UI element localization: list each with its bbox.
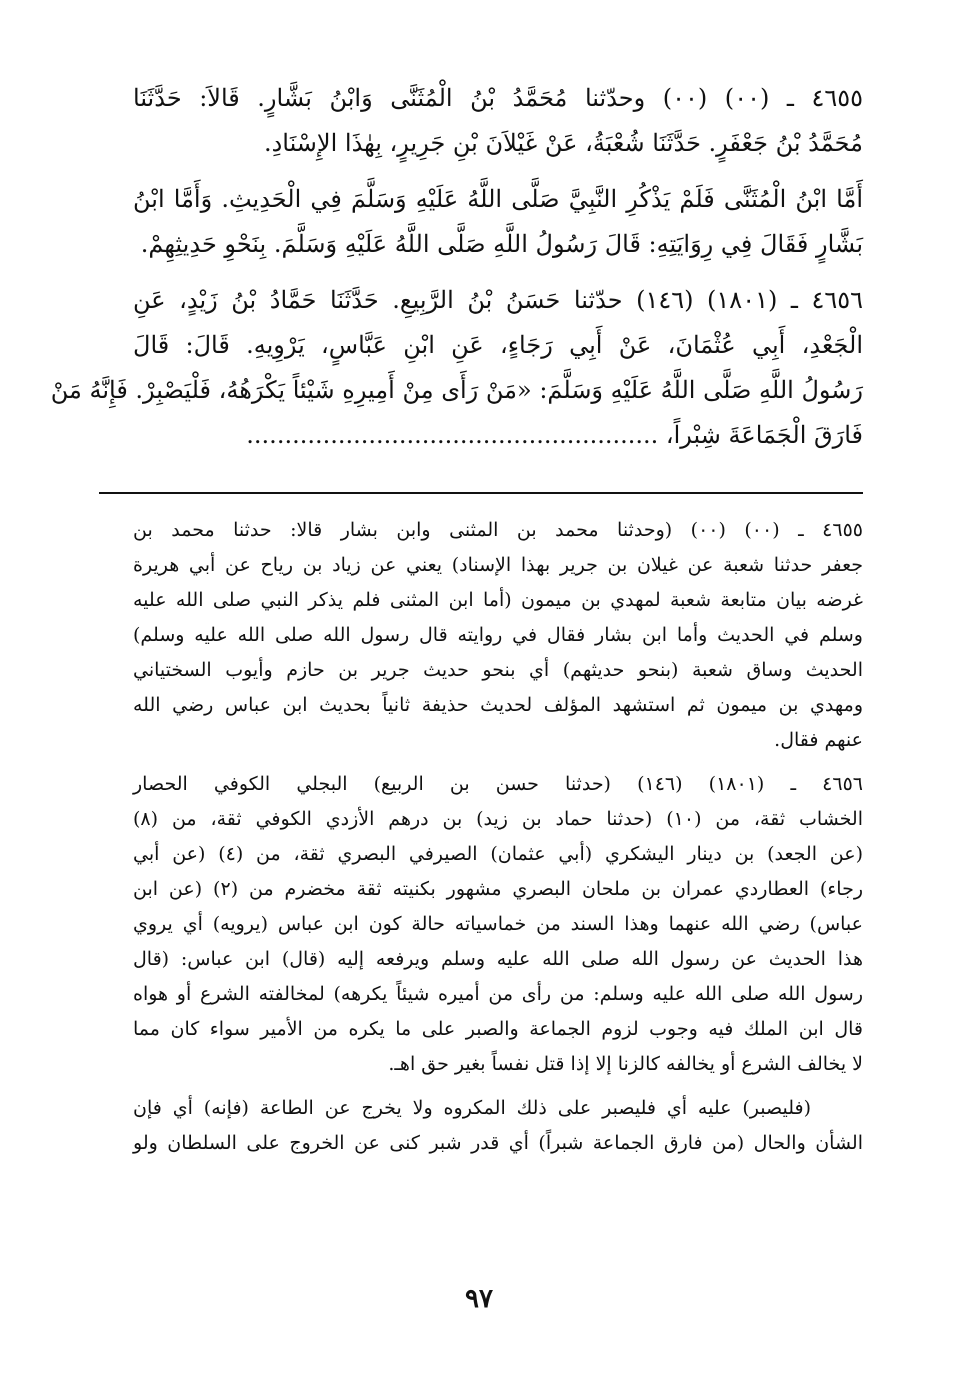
commentary-line-17: (فليصبر) عليه أي فليصبر على ذلك المكروه ولا يخرج عن الطاعة (فإنه) أي فإن bbox=[133, 1097, 811, 1119]
hadith-line-5: ٤٦٥٦ ـ (١٨٠١) (١٤٦) حدّثنا حَسَنُ بْنُ الرَّبِيعِ. حَدَّثَنَا حَمَّادُ بْنُ زَيْدٍ، عَنِ bbox=[133, 286, 864, 314]
paragraph-gap bbox=[133, 758, 863, 767]
commentary-line-2: جعفر حدثنا شعبة عن غيلان بن جرير بهذا الإسناد) يعني عن زياد بن رياح عن أبي هريرة bbox=[133, 554, 863, 576]
hadith-text-block bbox=[50, 76, 864, 458]
hadith-line-6: الْجَعْدِ، أَبِي عُثْمَانَ، عَنْ أَبِي رَجَاءٍ، عَنِ ابْنِ عَبَّاسٍ، يَرْوِيهِ. قَالَ: قَالَ bbox=[133, 331, 863, 359]
hadith-line-2: مُحَمَّدُ بْنُ جَعْفَرٍ. حَدَّثَنَا شُعْبَةُ، عَنْ غَيْلاَنَ بْنِ جَرِيرٍ، بِهٰذَا الإِسْنَادِ. bbox=[263, 129, 863, 157]
commentary-line-18: الشأن والحال (من فارق الجماعة شبراً) أي قدر شبر كنى عن الخروج على السلطان ولو bbox=[133, 1132, 863, 1154]
hadith-line-8: فَارَقَ الْجَمَاعَةَ شِبْراً، ...................................................... bbox=[246, 421, 863, 449]
paragraph-gap bbox=[133, 166, 863, 177]
commentary-line-7: عنهم فقال. bbox=[774, 729, 863, 751]
commentary-line-5: الحديث وساق شعبة (بنحو حديثهم) أي بنحو حديث جرير بن حازم وأيوب السختياني bbox=[133, 659, 863, 681]
commentary-line-15: قال ابن الملك فيه وجوب لزوم الجماعة والصبر على ما يكره من الأمير سواء كان مما bbox=[133, 1018, 863, 1040]
commentary-block bbox=[133, 513, 863, 1161]
commentary-line-12: عباس) رضي الله عنهما وهذا السند من خماسياته حالة كون ابن عباس (يرويه) أي يروي bbox=[133, 913, 863, 935]
hadith-line-3: أَمَّا ابْنُ الْمُثَنَّى فَلَمْ يَذْكُرِ النَّبِيَّ صَلَّى اللَّهُ عَلَيْهِ وَسَلَّمَ فِي الْحَدِيثِ. وَأَمَّا ابْنُ bbox=[133, 185, 863, 213]
commentary-line-6: ومهدي بن ميمون ثم استشهد المؤلف لحديث حذيفة ثانياً بحديث ابن عباس رضي الله bbox=[133, 694, 863, 716]
hadith-line-7: رَسُولُ اللَّهِ صَلَّى اللَّهُ عَلَيْهِ وَسَلَّمَ: «مَنْ رَأَى مِنْ أَمِيرِهِ شَيْئاً يَكْرَهُهُ، فَلْيَصْبِرْ. فَإِنَّهُ مَنْ bbox=[50, 376, 863, 404]
commentary-line-8: ٤٦٥٦ ـ (١٨٠١) (١٤٦) (حدثنا حسن بن الربيع) البجلي الكوفي الحصار bbox=[133, 773, 863, 795]
commentary-line-10: (عن الجعد) بن دينار اليشكري (أبي عثمان) الصيرفي البصري ثقة، من (٤) (عن أبي bbox=[133, 843, 863, 865]
commentary-line-1: ٤٦٥٥ ـ (٠٠) (٠٠) (وحدثنا محمد بن المثنى وابن بشار قالا: حدثنا محمد بن bbox=[133, 519, 863, 541]
commentary-line-14: رسول الله صلى الله عليه وسلم: من رأى من أميره شيئاً يكرهه) لمخالفته الشرع أو هواه bbox=[133, 983, 863, 1005]
commentary-line-16: لا يخالف الشرع أو يخالفه كالزنا إلا إذا قتل نفساً بغير حق اهـ. bbox=[388, 1053, 863, 1075]
commentary-line-13: هذا الحديث عن رسول الله صلى الله عليه وسلم ويرفعه إليه (قال) ابن عباس: (قال bbox=[133, 948, 863, 970]
paragraph-gap bbox=[133, 267, 863, 278]
hadith-line-1: ٤٦٥٥ ـ (٠٠) (٠٠) وحدّثنا مُحَمَّدُ بْنُ الْمُثَنَّى وَابْنُ بَشَّارٍ. قَالاَ: حَدَّثَنَا bbox=[133, 84, 864, 112]
hadith-line-4: بَشَّارٍ فَقَالَ فِي رِوَايَتِهِ: قَالَ رَسُولُ اللَّهِ صَلَّى اللَّهُ عَلَيْهِ وَسَلَّمَ. بِنَحْوِ حَدِيثِهِمْ. bbox=[140, 230, 863, 258]
paragraph-gap bbox=[133, 1082, 863, 1091]
commentary-line-3: غرضه بيان متابعة شعبة لمهدي بن ميمون (أما ابن المثنى فلم يذكر النبي صلى الله عليه bbox=[133, 589, 863, 611]
footnote-divider bbox=[99, 492, 863, 494]
commentary-line-11: رجاء) العطاردي عمران بن ملحان البصري مشهور بكنيته ثقة مخضرم من (٢) (عن ابن bbox=[133, 878, 863, 900]
commentary-line-9: الخشاب ثقة، من (١٠) (حدثنا حماد بن زيد) بن درهم الأزدي الكوفي ثقة، من (٨) bbox=[133, 808, 863, 830]
page-number: ٩٧ bbox=[465, 1284, 493, 1314]
commentary-line-4: وسلم في الحديث وأما ابن بشار فقال في روايته قال رسول الله صلى الله عليه وسلم) bbox=[133, 624, 863, 646]
